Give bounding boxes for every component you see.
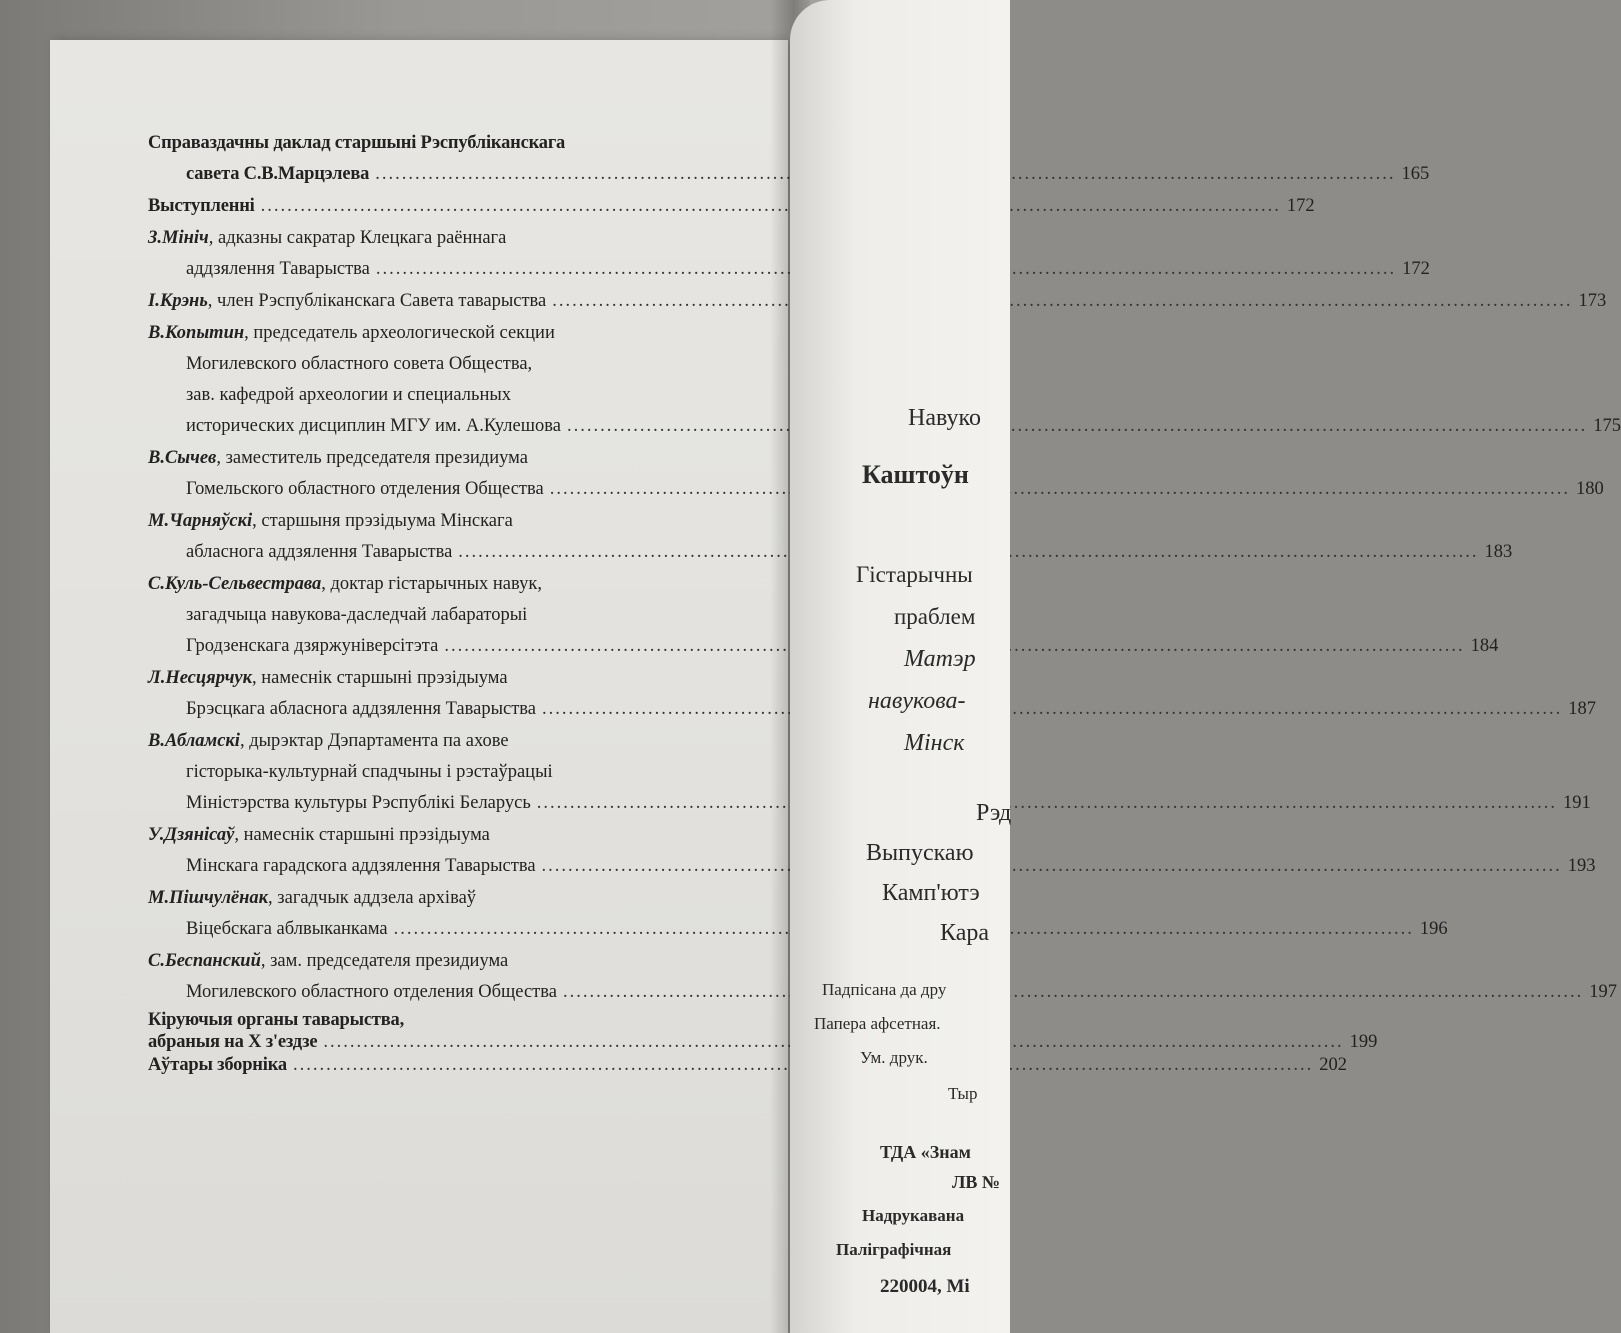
toc-text: Міністэрства культуры Рэспублікі Беларусь [186, 793, 531, 813]
page-number: 193 [1567, 856, 1596, 876]
toc-text: загадчыца навукова-даследчай лабараторыі [186, 605, 528, 625]
toc-line [148, 1031, 1378, 1053]
toc-text: Гродзенскага дзяржуніверсітэта [186, 636, 439, 656]
dot-leader [550, 474, 1570, 505]
toc-line-text [186, 788, 531, 819]
toc-line-text [186, 600, 527, 631]
toc-line-text [148, 191, 255, 222]
toc-line [148, 757, 738, 788]
toc-line-text [148, 726, 509, 757]
toc-text: , загадчык аддзела архіваў [268, 888, 477, 908]
toc-line-text [186, 349, 532, 380]
toc-line-text [186, 851, 536, 882]
toc-text: зав. кафедрой археологии и специальных [186, 385, 512, 405]
toc-text: , намеснік старшыні прэзідыума [234, 825, 490, 845]
toc-line [148, 128, 738, 159]
page-number: 175 [1593, 416, 1621, 436]
toc-text: , дырэктар Дэпартамента па ахове [239, 731, 509, 751]
right-page-text: Мінск [904, 730, 965, 756]
right-page-text: Рэд [976, 800, 1012, 826]
toc-line [148, 380, 738, 411]
toc-text: Выступленні [148, 196, 255, 216]
toc-line-text [186, 411, 561, 442]
author-name: В.Копытин [148, 323, 245, 343]
toc-line-text [186, 537, 452, 568]
toc-line-text [148, 946, 508, 977]
toc-line [148, 254, 1430, 285]
toc-line [148, 946, 738, 977]
toc-text: Могилевского областного отделения Общества [186, 982, 557, 1002]
author-name: І.Крэнь [148, 291, 208, 311]
toc-line [148, 569, 738, 600]
toc-line-text [186, 254, 370, 285]
right-page-text: Кара [940, 920, 989, 946]
right-page-text: Выпускаю [866, 840, 974, 866]
toc-text: савета С.В.Марцэлева [186, 164, 370, 184]
right-page-text: Гістарычны [856, 562, 973, 587]
toc-line-text [148, 223, 506, 254]
right-page-text: Надрукавана [862, 1206, 965, 1225]
dot-leader [552, 286, 1572, 317]
toc-line-text [186, 914, 388, 945]
toc-line-text [148, 883, 476, 914]
toc-text: Кіруючыя органы таварыства, [148, 1010, 405, 1030]
toc-line-text [148, 1031, 317, 1053]
right-page-text: ТДА «Знам [880, 1142, 971, 1162]
toc-text: , заместитель председателя президиума [216, 448, 528, 468]
toc-line-text [148, 820, 490, 851]
toc-line-text [148, 1009, 404, 1031]
page-number: 172 [1286, 196, 1315, 216]
page-number: 202 [1319, 1055, 1347, 1075]
toc-line [148, 663, 738, 694]
toc-line [148, 443, 738, 474]
toc-line-text [148, 569, 542, 600]
toc-line-text [148, 1054, 287, 1076]
toc-entry [148, 223, 1430, 285]
toc-line-text [148, 128, 565, 159]
toc-line [148, 726, 738, 757]
toc-line [148, 537, 1513, 568]
toc-line-text [186, 474, 544, 505]
author-name: М.Чарняўскі [148, 511, 253, 531]
page-number: 197 [1589, 982, 1617, 1002]
right-page-text: Падпісана да дру [822, 980, 947, 999]
page-number: 187 [1568, 699, 1597, 719]
author-name: У.Дзянісаў [148, 825, 235, 845]
right-page-text: 220004, Мі [880, 1276, 970, 1297]
toc-entry [148, 286, 1607, 317]
right-page-text: Камп'ютэ [882, 880, 980, 906]
toc-line-text [148, 506, 513, 537]
toc-text: , намеснік старшыні прэзідыума [252, 668, 508, 688]
toc-line [148, 223, 738, 254]
page-number: 173 [1578, 291, 1607, 311]
toc-text: абраныя на Х з'ездзе [148, 1032, 318, 1052]
dot-leader [542, 851, 1562, 882]
toc-line-text [148, 318, 555, 349]
toc-line [148, 191, 1315, 222]
toc-text: , член Рэспубліканскага Савета таварыства [207, 291, 547, 311]
toc-line [148, 159, 1430, 190]
toc-line-text [186, 380, 511, 411]
toc-entry [148, 506, 1513, 568]
page-number: 191 [1563, 793, 1591, 813]
toc-line-text [186, 977, 557, 1008]
page-number: 180 [1575, 479, 1604, 499]
toc-text: , старшыня прэзідыума Мінскага [252, 511, 513, 531]
right-page [790, 0, 1010, 1333]
page-number: 196 [1419, 919, 1448, 939]
author-name: З.Мініч [148, 228, 209, 248]
right-page-text: праблем [894, 604, 976, 629]
toc-text: исторических дисциплин МГУ им. А.Кулешова [186, 416, 561, 436]
toc-text: Брэсцкага абласнога аддзялення Таварыства [186, 699, 537, 719]
toc-text: , председатель археологической секции [244, 323, 555, 343]
right-page-text: навукова- [868, 688, 966, 714]
right-page-text: Паліграфічная [836, 1240, 952, 1259]
toc-line-text [186, 159, 369, 190]
right-page-text: Матэр [904, 646, 976, 672]
right-page-text: Папера афсетная. [814, 1014, 941, 1033]
dot-leader [537, 788, 1557, 819]
page-number: 172 [1402, 259, 1430, 279]
toc-text: Могилевского областного совета Общества, [186, 354, 533, 374]
page-number: 165 [1401, 164, 1430, 184]
toc-text: Віцебскага аблвыканкама [186, 919, 388, 939]
toc-line [148, 820, 738, 851]
toc-line [148, 883, 738, 914]
dot-leader [567, 411, 1587, 442]
page-number: 199 [1349, 1032, 1378, 1052]
toc-line [148, 286, 1607, 317]
toc-text: , адказны сакратар Клецкага раённага [208, 228, 507, 248]
toc-line [148, 318, 738, 349]
right-page-text: Ум. друк. [860, 1048, 928, 1067]
author-name: С.Куль-Сельвестрава [148, 574, 322, 594]
toc-line-text [186, 757, 553, 788]
author-name: В.Абламскі [148, 731, 240, 751]
right-page-text: Навуко [908, 405, 981, 431]
page-number: 184 [1470, 636, 1499, 656]
toc-line-text [148, 286, 546, 317]
toc-entry [148, 191, 1315, 222]
dot-leader [563, 977, 1583, 1008]
toc-line-text [148, 443, 528, 474]
toc-text: гісторыка-культурнай спадчыны і рэстаўрацыі [186, 762, 553, 782]
toc-text: , доктар гістарычных навук, [321, 574, 542, 594]
toc-line [148, 506, 738, 537]
toc-text: , зам. председателя президиума [260, 951, 509, 971]
page-number: 183 [1484, 542, 1513, 562]
toc-entry [148, 128, 1430, 190]
toc-text: Справаздачны даклад старшыні Рэспубліканскага [148, 133, 566, 153]
toc-line [148, 1009, 738, 1031]
toc-text: Аўтары зборніка [148, 1055, 287, 1075]
toc-line [148, 600, 738, 631]
toc-text: абласнога аддзялення Таварыства [186, 542, 453, 562]
right-page-text: Каштоўн [862, 460, 969, 489]
toc-line-text [186, 631, 438, 662]
author-name: С.Беспанский [148, 951, 261, 971]
dot-leader [542, 694, 1562, 725]
toc-line-text [186, 694, 536, 725]
author-name: Л.Несцярчук [148, 668, 253, 688]
author-name: В.Сычев [148, 448, 217, 468]
author-name: М.Пішчулёнак [148, 888, 269, 908]
toc-line-text [148, 663, 508, 694]
toc-text: аддзялення Таварыства [186, 259, 370, 279]
toc-text: Мінскага гарадскога аддзялення Таварыства [186, 856, 536, 876]
toc-text: Гомельского областного отделения Общества [186, 479, 544, 499]
right-page-text: Тыр [948, 1084, 978, 1103]
toc-line [148, 349, 738, 380]
right-page-text: ЛВ № [952, 1172, 1001, 1192]
